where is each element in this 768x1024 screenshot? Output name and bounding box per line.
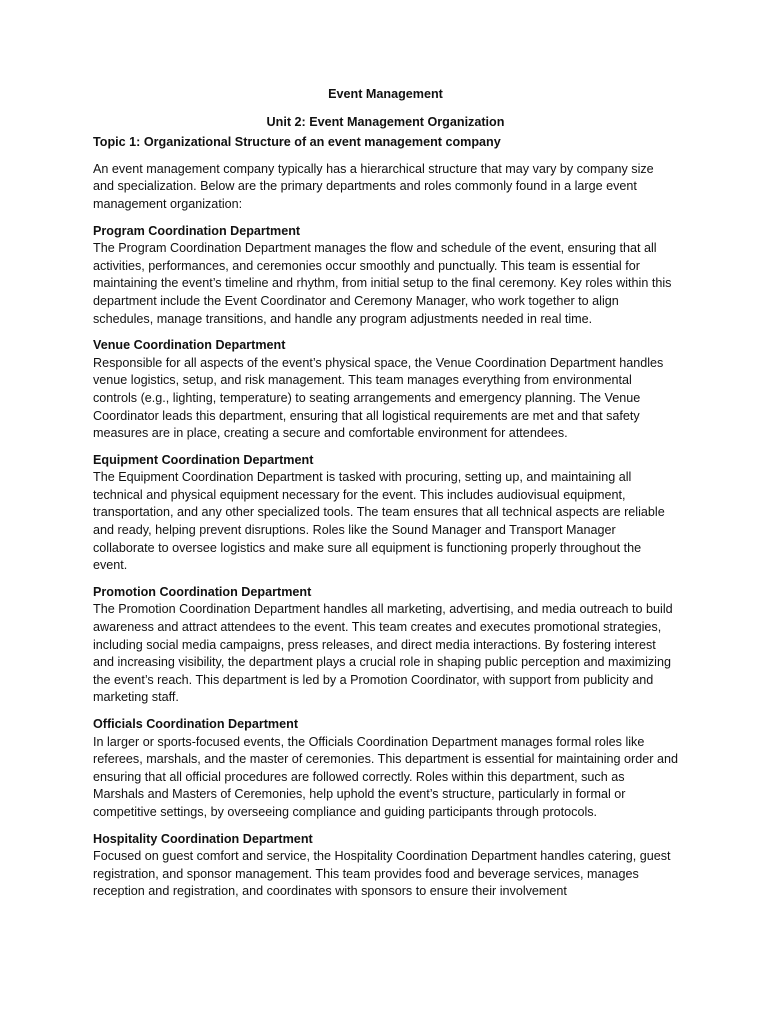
section-body: In larger or sports-focused events, the Officials Coordination Department manages formal roles like referees, marshals, and the master of ceremonies. This department is essential for maintaining order and ensuring that all official procedures are followed correctly. Roles within this department, such as Marshals and Masters of Ceremonies, help uphold the event’s structure, particularly in formal or competitive settings, by overseeing compliance and guiding participants through protocols.: [93, 734, 678, 819]
section-body: The Program Coordination Department manages the flow and schedule of the event, ensuring that all activities, performances, and ceremonies occur smoothly and punctually. This team is essential for maintaining the event’s timeline and rhythm, from initial setup to the final ceremony. Key roles within this department include the Event Coordinator and Ceremony Manager, who work together to align schedules, manage transitions, and handle any program adjustments needed in real time.: [93, 241, 672, 326]
intro-paragraph: An event management company typically has a hierarchical structure that may vary by company size and specialization. Below are the primary departments and roles commonly found in a large event management organization:: [93, 161, 654, 211]
section-body: The Promotion Coordination Department handles all marketing, advertising, and media outreach to build awareness and attract attendees to the event. This team creates and executes promotional strategies, including social media campaigns, press releases, and direct media interactions. By fostering interest and increasing visibility, the department plays a crucial role in shaping public perception and maximizing the event’s reach. This department is led by a Promotion Coordinator, with support from publicity and marketing staff.: [93, 602, 673, 705]
document-title: Event Management: [328, 87, 443, 101]
section-body: Focused on guest comfort and service, the Hospitality Coordination Department handles catering, guest registration, and sponsor management. This team provides food and beverage services, manages reception and registration, and coordinates with sponsors to ensure their involvement: [93, 849, 671, 899]
topic-heading: Topic 1: Organizational Structure of an event management company: [93, 135, 501, 150]
section-hospitality-coordination: [93, 831, 678, 901]
section-officials-coordination: [93, 716, 678, 822]
section-venue-coordination: [93, 337, 678, 443]
section-heading: Program Coordination Department: [93, 223, 301, 238]
section-body: Responsible for all aspects of the event’s physical space, the Venue Coordination Department handles venue logistics, setup, and risk management. This team manages everything from environmental controls (e.g., lighting, temperature) to seating arrangements and emergency planning. The Venue Coordinator leads this department, ensuring that all logistical requirements are met and that safety measures are in place, creating a secure and comfortable environment for attendees.: [93, 355, 664, 441]
section-heading: Officials Coordination Department: [93, 717, 299, 731]
section-promotion-coordination: [93, 584, 678, 707]
unit-title: Unit 2: Event Management Organization: [266, 114, 505, 129]
section-heading: Equipment Coordination Department: [93, 452, 314, 467]
section-heading: Hospitality Coordination Department: [93, 831, 313, 846]
section-equipment-coordination: [93, 452, 678, 575]
document-page: [93, 86, 678, 910]
section-body: The Equipment Coordination Department is tasked with procuring, setting up, and maintaining all technical and physical equipment necessary for the event. This includes audiovisual equipment, transportation, and any other specialized tools. The team ensures that all technical aspects are reliable and ready, helping prevent disruptions. Roles like the Sound Manager and Transport Manager collaborate to oversee logistics and make sure all equipment is functioning properly throughout the event.: [93, 470, 665, 573]
section-heading: Venue Coordination Department: [93, 338, 286, 353]
section-program-coordination: [93, 223, 678, 329]
section-heading: Promotion Coordination Department: [93, 584, 312, 599]
